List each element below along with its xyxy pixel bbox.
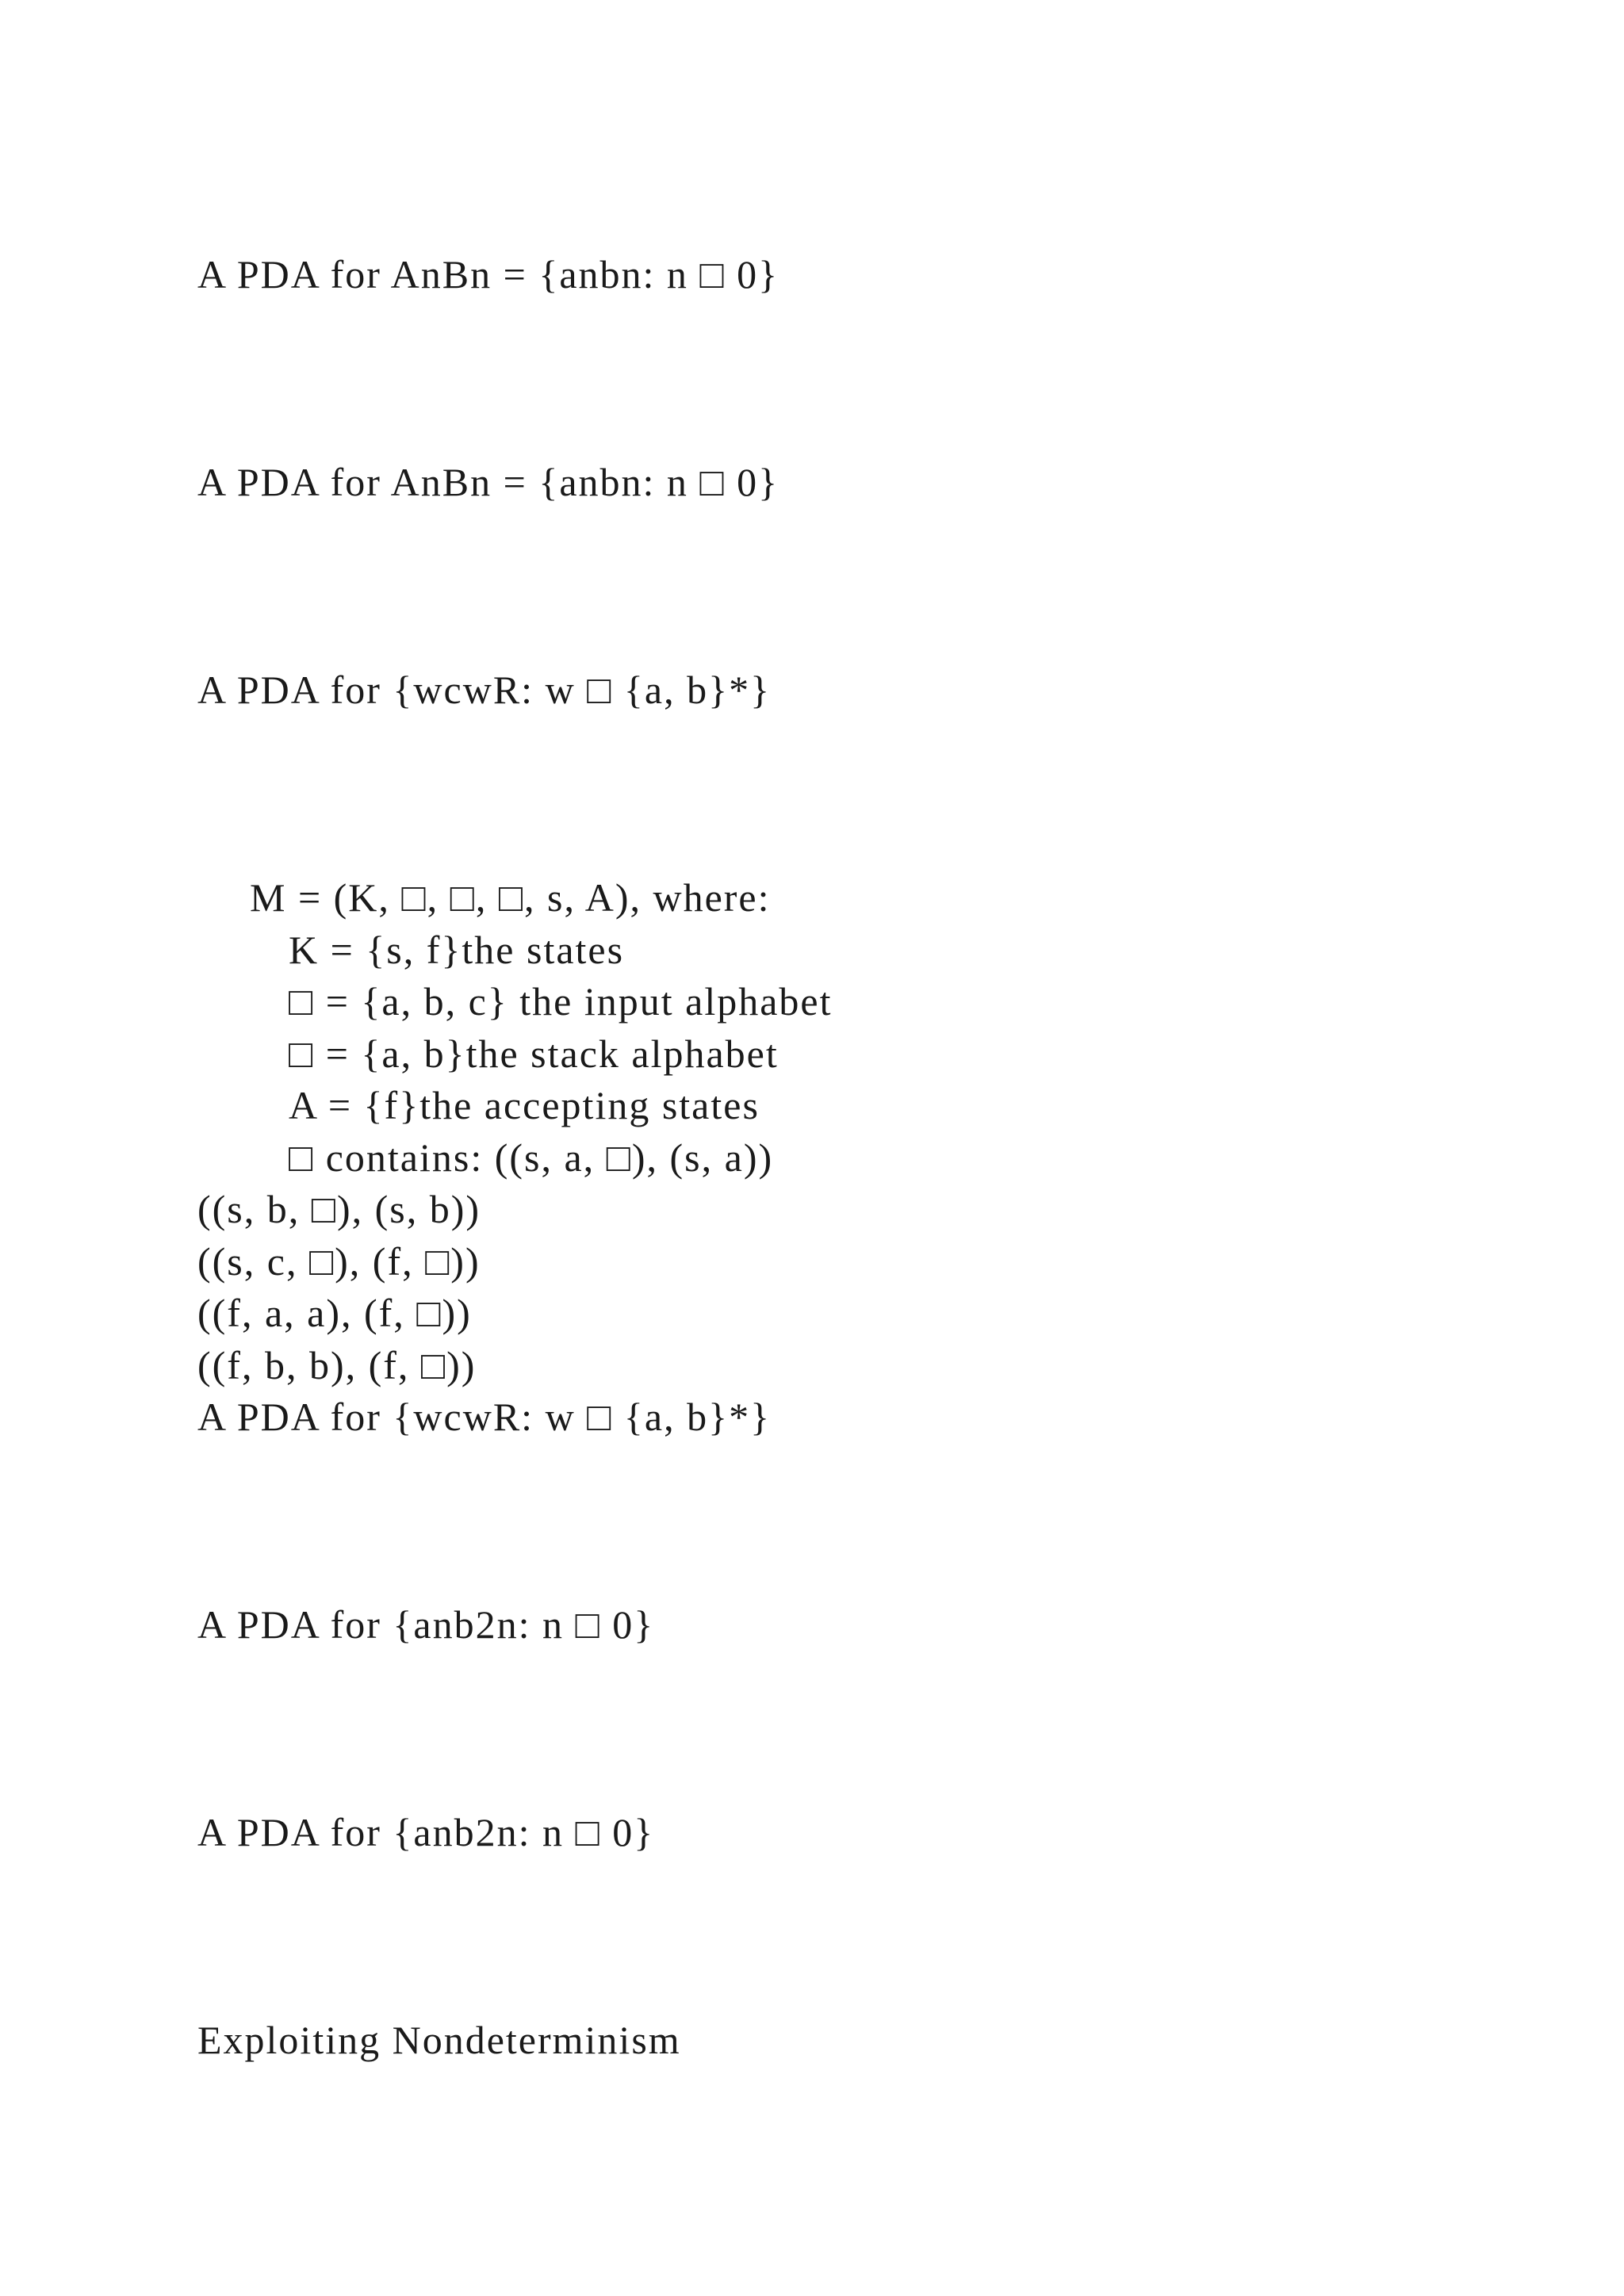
machine-definition: M = (K, □, □, □, s, A), where: [250, 875, 771, 920]
heading-exploiting-nondeterminism: Exploiting Nondeterminism [197, 2018, 681, 2062]
machine-accepting-states: A = {f}the accepting states [289, 1083, 760, 1127]
transition-line: ((f, a, a), (f, □)) [197, 1291, 472, 1335]
heading-wcwr-2: A PDA for {wcwR: w □ {a, b}*} [197, 1395, 772, 1439]
machine-transition-first: □ contains: ((s, a, □), (s, a)) [289, 1135, 774, 1180]
transition-line: ((s, b, □), (s, b)) [197, 1187, 481, 1231]
transition-line: ((s, c, □), (f, □)) [197, 1239, 481, 1284]
heading-anbn-2: A PDA for AnBn = {anbn: n □ 0} [197, 460, 779, 504]
heading-anb2n-1: A PDA for {anb2n: n □ 0} [197, 1602, 655, 1647]
transition-line: ((f, b, b), (f, □)) [197, 1343, 477, 1387]
machine-stack-alphabet: □ = {a, b}the stack alphabet [289, 1031, 779, 1076]
heading-anbn-1: A PDA for AnBn = {anbn: n □ 0} [197, 252, 779, 297]
machine-states: K = {s, f}the states [289, 928, 625, 972]
machine-input-alphabet: □ = {a, b, c} the input alphabet [289, 979, 833, 1024]
heading-wcwr-1: A PDA for {wcwR: w □ {a, b}*} [197, 668, 772, 712]
heading-anb2n-2: A PDA for {anb2n: n □ 0} [197, 1810, 655, 1854]
